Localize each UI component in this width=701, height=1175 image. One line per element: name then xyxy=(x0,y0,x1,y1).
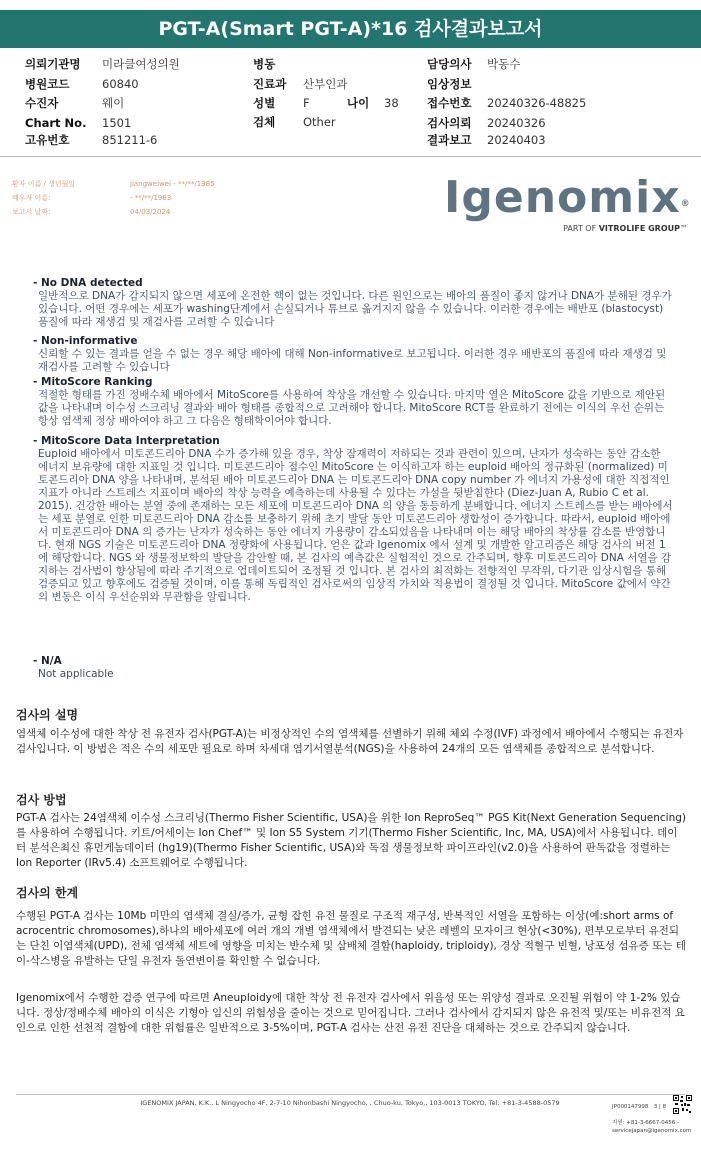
info-label: 담당의사 xyxy=(427,57,472,71)
info-label: 성별 xyxy=(253,96,276,110)
info-row-chart-no xyxy=(25,115,86,132)
info-row-institution xyxy=(25,56,81,73)
info-value: 박동수 xyxy=(487,57,521,71)
meta-label: 배우자 이름: xyxy=(12,194,51,202)
info-label: 고유번호 xyxy=(25,133,70,147)
meta-value: jiangweiwei - **/**/1985 xyxy=(130,180,215,188)
section-heading-limitations: 검사의 한계 xyxy=(16,886,79,900)
definition-heading: - MitoScore Ranking xyxy=(33,376,153,388)
logo-tagline-prefix: PART OF xyxy=(563,224,597,233)
definition-body: Not applicable xyxy=(38,668,114,680)
qr-code-icon xyxy=(673,1095,692,1114)
definition-mitoscore-ranking xyxy=(33,375,673,428)
info-label: 검체 xyxy=(253,115,276,129)
info-value: 851211-6 xyxy=(102,133,158,147)
meta-value: - **/**/1983 xyxy=(130,194,172,202)
patient-meta-values xyxy=(130,177,215,219)
info-label: 결과보고 xyxy=(427,133,472,147)
info-value: 20240403 xyxy=(487,133,546,147)
definition-heading: - No DNA detected xyxy=(33,277,143,289)
meta-label: 환자 이름 / 생년월일 xyxy=(12,180,76,188)
info-label: 병원코드 xyxy=(25,77,70,91)
footer-doc-info xyxy=(612,1104,666,1110)
info-value: 산부인과 xyxy=(303,77,348,91)
info-value: 1501 xyxy=(102,116,132,130)
section-heading-description: 검사의 설명 xyxy=(16,708,79,722)
igenomix-logo xyxy=(444,170,694,240)
section-paragraph: PGT-A 검사는 24염색체 이수성 스크리닝(Thermo Fisher Scientific, USA)을 위한 Ion ReproSeq™ PGS Kit(Next Generation Sequencing)를 사용하여 수행됩니다. 키트/어세이는 Ion Chef™ 및 Ion S5 System 기기(Thermo Fisher Scientific, Inc, MA, USA)에서 사용됩니다. 데이터 분석은최신 휴먼게놈데이터 (hg19)(Thermo Fisher Scientific, USA)와 독점 생물정보학 파이프라인(v2.0)을 사용하여 판독값을 정렬하는 Ion Reporter (IRv5.4) 소프트웨어로 수행됩니다. xyxy=(16,812,686,869)
info-row-hospital-code xyxy=(25,76,69,93)
footer-support-email: servicejapan@igenomix.com xyxy=(612,1128,692,1134)
info-value: 60840 xyxy=(102,77,139,91)
info-row-unique-id xyxy=(25,132,69,149)
info-value: Other xyxy=(303,115,336,129)
info-label: 검사의뢰 xyxy=(427,116,472,130)
patient-meta-labels xyxy=(12,177,75,219)
meta-label: 보고서 날짜: xyxy=(12,208,51,216)
definition-mitoscore-interpretation xyxy=(33,434,673,604)
header-divider xyxy=(0,156,701,157)
logo-wordmark: Igenomix xyxy=(444,172,681,223)
info-value: F xyxy=(303,96,310,110)
footer-page-number: 3 | 8 xyxy=(653,1104,667,1110)
patient-info-grid xyxy=(0,56,701,148)
info-label: 병동 xyxy=(253,57,276,71)
footer-divider xyxy=(16,1094,685,1095)
info-label: 의뢰기관명 xyxy=(25,57,81,71)
definition-body: 적절한 형태를 가진 정배수체 배아에서 MitoScore를 사용하여 착상을 개선할 수 있습니다. 마지막 열은 MitoScore 값을 기반으로 제안된 값을 나타내며 이수성 스크리닝 결과와 배아 형태를 종합적으로 고려해야 합니다. MitoScore RCT를 완료하기 전에는 이식의 우선 순위는 항상 염색체 정상 배아여야 하고 그 다음은 형태학이어야 합니다. xyxy=(38,389,666,427)
footer-support-phone: 지원: +81-3-6667-0456 - xyxy=(612,1120,680,1126)
info-label: 진료과 xyxy=(253,77,287,91)
info-value: 20240326 xyxy=(487,116,546,130)
footer-address: IGENOMIX JAPAN, K.K., L Ningyocho 4F, 2-7-10 Nihonbashi Ningyocho, , Chuo-ku, Tokyo,, 103-0013 TOKYO, Tel: +81-3-4588-0579 xyxy=(140,1099,560,1107)
info-value: 20240326-48825 xyxy=(487,96,587,110)
info-label: 임상정보 xyxy=(427,77,472,91)
section-paragraph: 염색체 이수성에 대한 착상 전 유전자 검사(PGT-A)는 비정상적인 수의 염색체를 선별하기 위해 체외 수정(IVF) 과정에서 배아에서 수행되는 유전자 검사입니다. 이 방법은 적은 수의 세포만 필요로 하며 차세대 염기서열분석(NGS)을 사용하여 24개의 모든 염색체를 종합적으로 분석합니다. xyxy=(16,728,684,755)
info-value: 미라클여성의원 xyxy=(102,57,180,71)
info-value: 웨이 xyxy=(102,96,125,110)
definition-no-dna xyxy=(33,276,673,329)
info-label: 수진자 xyxy=(25,96,59,110)
report-title: PGT-A(Smart PGT-A)*16 검사결과보고서 xyxy=(0,10,701,48)
definition-na xyxy=(33,654,673,681)
definition-body: 일반적으로 DNA가 감지되지 않으면 세포에 온전한 핵이 없는 것입니다. 다른 원인으로는 배아의 품질이 좋지 않거나 DNA가 분해된 경우가 있습니다. 어떤 경우에는 세포가 washing단계에서 손실되거나 튜브로 옮겨지지 않을 수 있습니다. 이러한 경우에는 배반포 (blastocyst) 품질에 따라 재생검 및 재검사를 고려할 수 있습니다 xyxy=(38,290,672,328)
info-label: 접수번호 xyxy=(427,96,472,110)
logo-tagline-brand: VITROLIFE GROUP xyxy=(598,224,680,233)
logo-tagline xyxy=(563,224,688,233)
definition-body: Euploid 배아에서 미토콘드리아 DNA 수가 증가해 있을 경우, 착상 잠재력이 저하되는 것과 관련이 있으며, 난자가 성숙하는 동안 감소한 에너지 보유량에 대한 지표일 것 입니다. 미토콘드리아 점수인 MitoScore 는 이식하고자 하는 euploid 배아의 정규화된 (normalized) 미토콘드리아 DNA 양을 나타내며, 분석된 배아 미토콘드리아 DNA 는 미토콘드리아 DNA copy number 가 에너지 가용성에 대한 직접적인 지표가 아니라 스트레스 지표이며 배아의 착상 능력을 예측하는데 사용될 수 있다는 가설을 뒷받침한다 (Diez-Juan A, Rubio C et al. 2015). 건강한 배아는 분열 중에 존재하는 모든 세포에 미토콘드리아 DNA 의 양을 동등하게 분배합니다. 에너지 스트레스를 받는 배아에서는 세포 분열로 인한 미토콘드리아 DNA 감소를 보충하기 위해 초기 발달 동안 미토콘드리아 생합성이 증가합니다. 따라서, euploid 배아에서 미토콘드리아 DNA 의 증가는 난자가 성숙하는 동안 에너지 가용량이 감소되었음을 나타내며 이는 해당 배아의 착상률 감소를 반영합니다. 현재 NGS 기술은 미토콘드리아 DNA 정량화에 사용됩니다. 얻은 값과 Igenomix 에서 설계 및 개발한 알고리즘은 해당 검사의 버전 1 에 해당합니다. NGS 와 생물정보학의 발달을 감안할 때, 본 검사의 예측값은 실험적인 것으로 간주되며, 향후 미토콘드리아 DNA 서열을 감지하는 검사법이 향상됨에 따라 주기적으로 업데이트되어 조정될 것 입니다. 본 검사의 최적화는 전향적인 무작위, 다기관 임상시험을 통해 검증되고 있고 향후에도 검증될 것이며, 이를 통해 독립적인 검사로써의 임상적 가치와 적용법이 결정될 것 입니다. MitoScore 값에서 약간의 변동은 이식 우선순위와 무관함을 알립니다. xyxy=(38,448,673,603)
definition-non-informative xyxy=(33,334,673,374)
definition-heading: - N/A xyxy=(33,655,62,667)
info-value: 38 xyxy=(384,96,399,110)
definition-heading: - MitoScore Data Interpretation xyxy=(33,435,220,447)
definition-body: 신뢰할 수 있는 결과를 얻을 수 없는 경우 해당 배아에 대해 Non-informative로 보고됩니다. 이러한 경우 배반포의 품질에 따라 재생검 및 재검사를 고려할 수 있습니다 xyxy=(38,348,667,373)
info-row-patient xyxy=(25,95,58,112)
footer-contact xyxy=(612,1119,691,1135)
meta-value: 04/03/2024 xyxy=(130,208,171,216)
footer-doc-code: JP000147998 xyxy=(612,1104,649,1110)
section-paragraph: 수행된 PGT-A 검사는 10Mb 미만의 염색체 결실/증가, 균형 잡힌 유전 물질로 구조적 재구성, 반복적인 서열을 포함하는 이상(예:short arms of acrocentric chromosomes),하나의 배아세포에 여러 개의 개별 염색체에서 발견되는 낮은 레벨의 모자이크 현상(<30%), 편부모로부터 유전되는 단친 이염색체(UPD), 전체 염색체 세트에 영향을 미치는 반수체 및 삼배체 결함(haploidy, triploidy), 경상 적혈구 빈혈, 낭포성 섬유증 또는 테이-삭스병을 유발하는 단일 유전자 돌연변이를 확인할 수 없습니다. xyxy=(16,910,686,967)
logo-registered-mark: ® xyxy=(680,199,691,209)
info-label: Chart No. xyxy=(25,116,87,130)
info-label: 나이 xyxy=(347,96,370,110)
definition-heading: - Non-informative xyxy=(33,335,138,347)
logo-tagline-tm: ™ xyxy=(680,224,688,233)
section-heading-method: 검사 방법 xyxy=(16,793,67,807)
section-paragraph: Igenomix에서 수행한 검증 연구에 따르면 Aneuploidy에 대한 착상 전 유전자 검사에서 위음성 또는 위양성 결과로 오진될 위험이 약 1-2% 있습니다. 정상/정배수체 배아의 이식은 기형아 임신의 위험성을 줄이는 것으로 믿어집니다. 그러나 검사에서 감지되지 않은 유전적 및/또는 비유전적 요인으로 인한 선천적 결함에 대한 위험률은 일반적으로 3-5%이며, PGT-A 검사는 산전 유전 진단을 대체하는 것으로 간주되지 않습니다. xyxy=(16,992,685,1034)
